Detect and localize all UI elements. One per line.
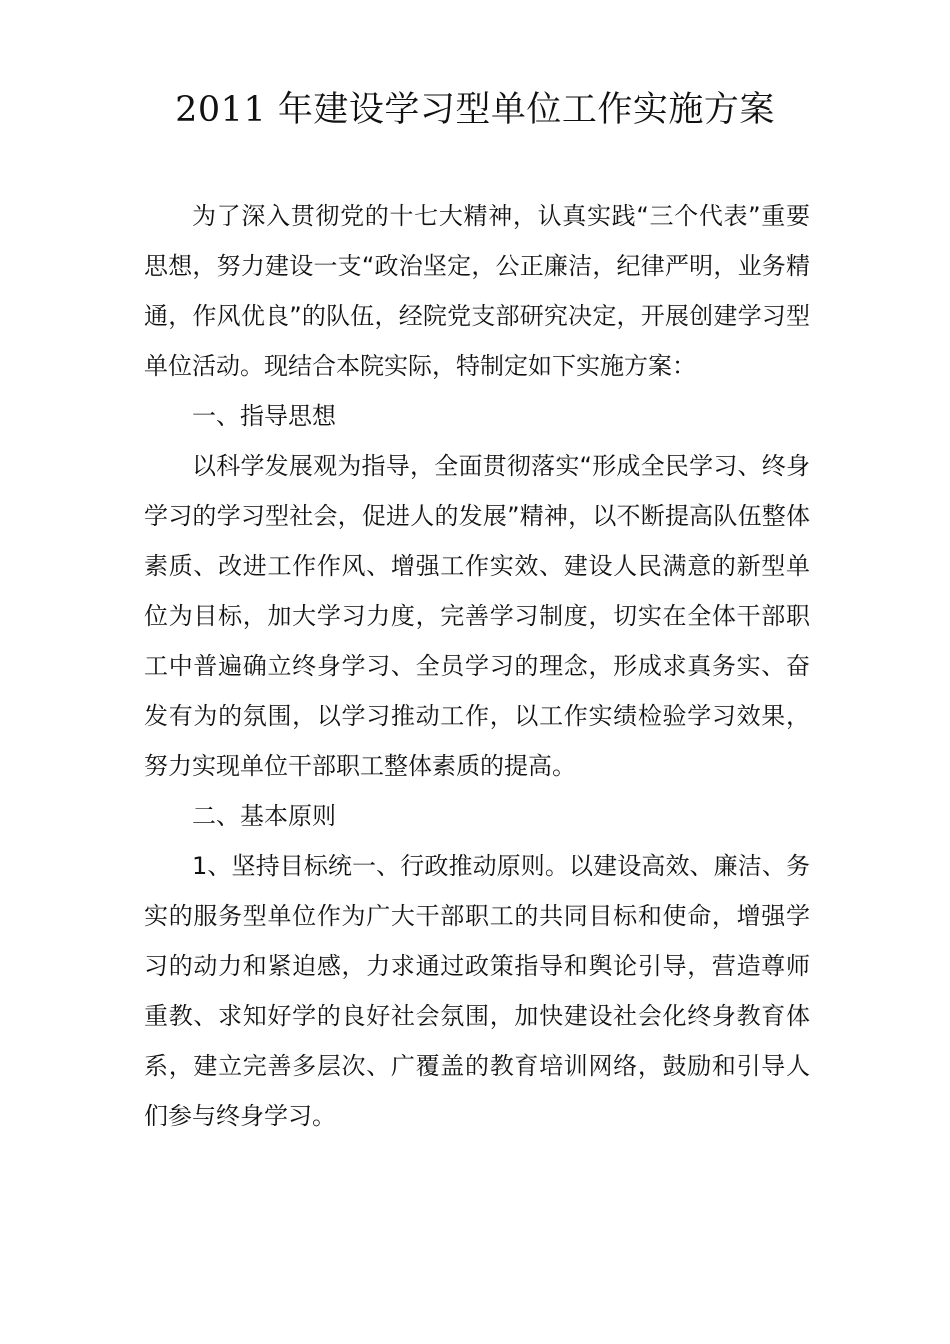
document-title: 2011 年建设学习型单位工作实施方案: [175, 90, 775, 130]
section-heading-basic-principles: 二、基本原则: [192, 802, 336, 830]
guiding-ideology-paragraph: 以科学发展观为指导，全面贯彻落实“形成全民学习、终身学习的学习型社会，促进人的发展”精神，以不断提高队伍整体素质、改进工作作风、增强工作实效、建设人民满意的新型单位为目标，加大学习力度，完善学习制度，切实在全体干部职工中普遍确立终身学习、全员学习的理念，形成求真务实、奋发有为的氛围，以学习推动工作，以工作实绩检验学习效果，努力实现单位干部职工整体素质的提高。: [144, 452, 810, 780]
intro-paragraph: 为了深入贯彻党的十七大精神，认真实践“三个代表”重要思想，努力建设一支“政治坚定，公正廉洁，纪律严明，业务精通，作风优良”的队伍，经院党支部研究决定，开展创建学习型单位活动。现结合本院实际，特制定如下实施方案：: [144, 202, 810, 380]
section-heading-guiding-ideology: 一、指导思想: [192, 402, 336, 430]
document-body: [144, 191, 810, 1141]
principle-1-paragraph: 1、坚持目标统一、行政推动原则。以建设高效、廉洁、务实的服务型单位作为广大干部职工的共同目标和使命，增强学习的动力和紧迫感，力求通过政策指导和舆论引导，营造尊师重教、求知好学的良好社会氛围，加快建设社会化终身教育体系，建立完善多层次、广覆盖的教育培训网络，鼓励和引导人们参与终身学习。: [144, 852, 810, 1130]
